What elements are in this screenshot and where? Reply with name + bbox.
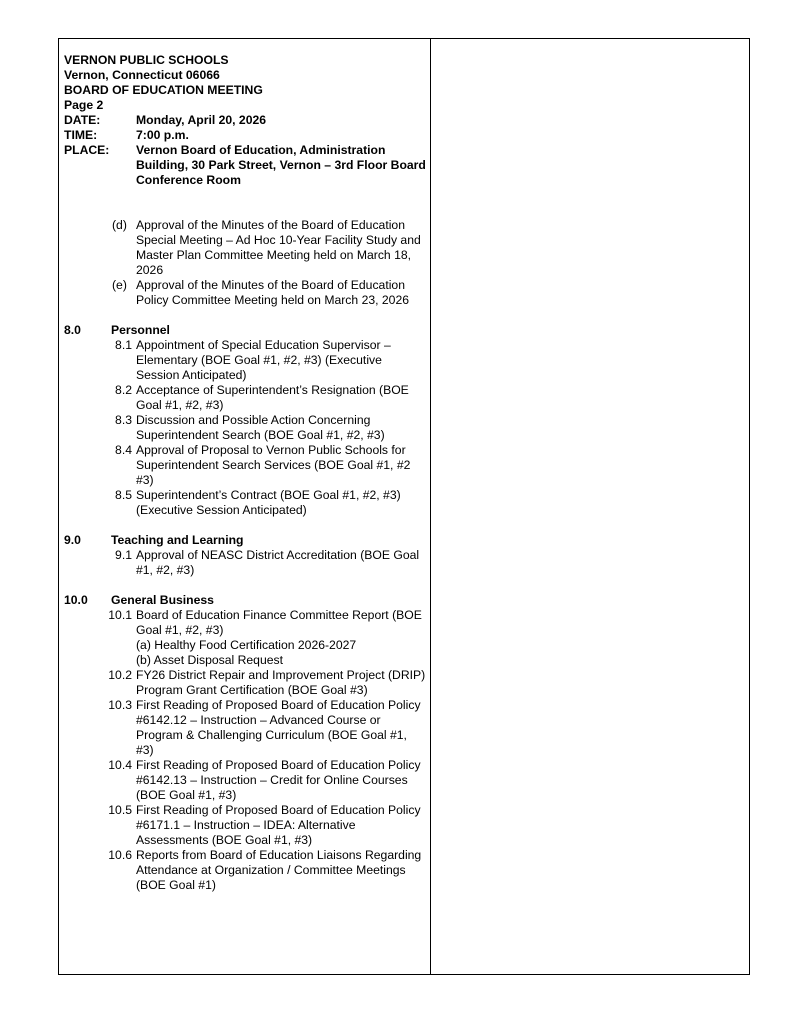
item-number: 10.3 [108, 698, 132, 712]
item-text: Acceptance of Superintendent’s Resignation (BOE Goal #1, #2, #3) [136, 383, 409, 412]
item-number: 9.1 [115, 548, 132, 562]
list-item [64, 383, 426, 413]
time-label: TIME: [64, 128, 98, 142]
section-number: 10.0 [64, 593, 88, 607]
item-text: Board of Education Finance Committee Report (BOE Goal #1, #2, #3) [136, 608, 422, 637]
org-name: VERNON PUBLIC SCHOOLS [64, 53, 229, 67]
list-item [64, 608, 426, 638]
list-item [64, 548, 426, 578]
sub-item: (a) Healthy Food Certification 2026-2027 [136, 638, 357, 652]
item-number: 10.5 [108, 803, 132, 817]
item-number: 10.4 [108, 758, 132, 772]
sub-item: (b) Asset Disposal Request [136, 653, 283, 667]
item-text: First Reading of Proposed Board of Education Policy #6171.1 – Instruction – IDEA: Alternative Assessments (BOE Goal #1, #3) [136, 803, 421, 847]
item-text: First Reading of Proposed Board of Education Policy #6142.12 – Instruction – Advanced Course or Program & Challenging Curriculum (BOE Goal #1, #3) [136, 698, 421, 757]
date-row [64, 113, 426, 128]
list-item [64, 218, 426, 278]
item-text: Appointment of Special Education Supervisor – Elementary (BOE Goal #1, #2, #3) (Executive Session Anticipated) [136, 338, 391, 382]
time-value: 7:00 p.m. [136, 128, 189, 142]
item-number: 8.4 [115, 443, 132, 457]
item-text: Approval of the Minutes of the Board of Education Policy Committee Meeting held on March 23, 2026 [136, 278, 410, 307]
section-teaching-and-learning [64, 533, 426, 548]
place-value: Vernon Board of Education, Administration Building, 30 Park Street, Vernon – 3rd Floor Board Conference Room [136, 143, 426, 187]
section-general-business [64, 593, 426, 608]
section-number: 8.0 [64, 323, 81, 337]
item-text: Superintendent’s Contract (BOE Goal #1, #2, #3) (Executive Session Anticipated) [136, 488, 401, 517]
item-text: Approval of Proposal to Vernon Public Schools for Superintendent Search Services (BOE Goal #1, #2 #3) [136, 443, 411, 487]
page-number: Page 2 [64, 98, 104, 112]
list-item [64, 698, 426, 758]
section-personnel [64, 323, 426, 338]
item-text: First Reading of Proposed Board of Education Policy #6142.13 – Instruction – Credit for Online Courses (BOE Goal #1, #3) [136, 758, 421, 802]
list-item [64, 668, 426, 698]
section-title: General Business [111, 593, 214, 607]
item-label: (e) [112, 278, 127, 292]
time-row [64, 128, 426, 143]
item-number: 10.2 [108, 668, 132, 682]
list-item [64, 443, 426, 488]
section-title: Teaching and Learning [111, 533, 244, 547]
place-label: PLACE: [64, 143, 110, 157]
section-number: 9.0 [64, 533, 81, 547]
place-row [64, 143, 426, 188]
item-number: 8.1 [115, 338, 132, 352]
agenda-left-column [64, 53, 426, 893]
list-item [64, 338, 426, 383]
item-text: FY26 District Repair and Improvement Project (DRIP) Program Grant Certification (BOE Goal #3) [136, 668, 426, 697]
list-item [64, 413, 426, 443]
item-number: 10.1 [108, 608, 132, 622]
list-item [64, 278, 426, 308]
org-location: Vernon, Connecticut 06066 [64, 68, 220, 82]
date-label: DATE: [64, 113, 101, 127]
item-number: 8.3 [115, 413, 132, 427]
meeting-header [64, 53, 426, 113]
date-value: Monday, April 20, 2026 [136, 113, 267, 127]
item-number: 8.2 [115, 383, 132, 397]
meeting-title: BOARD OF EDUCATION MEETING [64, 83, 263, 97]
item-number: 10.6 [108, 848, 132, 862]
item-text: Reports from Board of Education Liaisons Regarding Attendance at Organization / Committee Meetings (BOE Goal #1) [136, 848, 422, 892]
continued-items [64, 218, 426, 308]
list-item [64, 803, 426, 848]
section-title: Personnel [111, 323, 170, 337]
list-item [64, 758, 426, 803]
item-number: 8.5 [115, 488, 132, 502]
item-text: Discussion and Possible Action Concerning Superintendent Search (BOE Goal #1, #2, #3) [136, 413, 385, 442]
item-text: Approval of the Minutes of the Board of Education Special Meeting – Ad Hoc 10-Year Facility Study and Master Plan Committee Meeting held on March 18, 2026 [136, 218, 421, 277]
list-item [64, 488, 426, 518]
column-divider [430, 38, 431, 975]
list-item [64, 848, 426, 893]
item-text: Approval of NEASC District Accreditation (BOE Goal #1, #2, #3) [136, 548, 420, 577]
item-label: (d) [112, 218, 127, 232]
